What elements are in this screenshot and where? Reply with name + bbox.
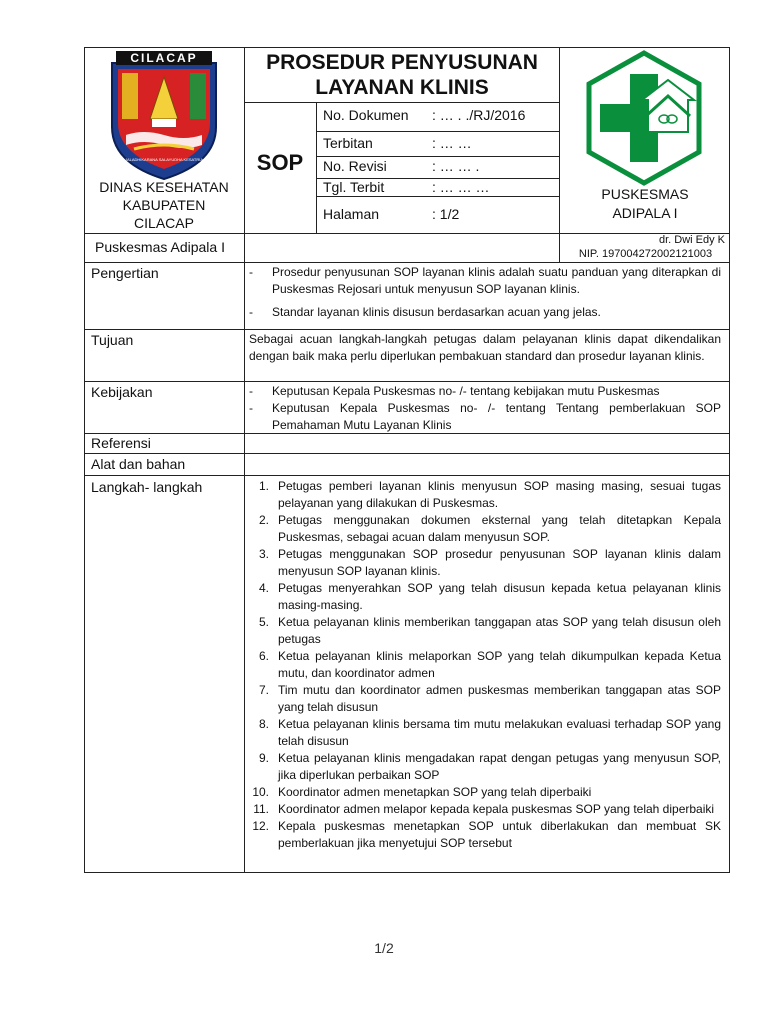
step-item: 11. Koordinator admen melapor kepada kepala puskesmas SOP yang telah diperbaiki <box>249 801 721 818</box>
kebijakan-label: Kebijakan <box>91 384 153 400</box>
kebijakan-bullet-2 <box>249 400 721 434</box>
pengertian-bullet-1 <box>249 264 721 298</box>
bullet-dash: - <box>249 265 253 279</box>
meta-label-tgl-terbit: Tgl. Terbit <box>323 179 385 195</box>
document-title <box>245 50 559 100</box>
sop-label: SOP <box>256 150 304 175</box>
cilacap-coat-of-arms-logo <box>108 49 220 181</box>
pengertian-text-1: Prosedur penyusunan SOP layanan klinis adalah suatu panduan yang diterapkan di Puskesmas Rejosari untuk menyusun SOP layanan klinis. <box>272 265 721 296</box>
signatory-name: dr. Dwi Edy K <box>658 234 725 246</box>
step-text-9: Ketua pelayanan klinis mengadakan rapat dengan petugas yang menyusun SOP, jika diperlukan perbaikan SOP <box>278 751 721 782</box>
puskesmas-name <box>560 185 730 223</box>
pengertian-text-2: Standar layanan klinis disusun berdasarkan acuan yang jelas. <box>272 305 601 319</box>
langkah-label: Langkah- langkah <box>91 479 203 495</box>
step-item: 4. Petugas menyerahkan SOP yang telah disusun kepada ketua pelayanan klinis masing-masing. <box>258 581 721 612</box>
step-text-7: Tim mutu dan koordinator admen puskesmas memberikan tanggapan atas SOP yang telah disusun <box>278 683 721 714</box>
step-text-12: Kepala puskesmas menetapkan SOP untuk diberlakukan dan membuat SK pemberlakuan jika menyetujui SOP tersebut <box>278 819 721 850</box>
step-item: 3. Petugas menggunakan SOP prosedur penyusunan SOP layanan klinis dalam menyusun SOP layanan klinis. <box>258 547 721 578</box>
step-item: 6. Ketua pelayanan klinis melaporkan SOP yang telah dikumpulkan kepada Ketua mutu, dan koordinator admen <box>258 649 721 680</box>
meta-value-tgl-terbit: : … … … <box>432 179 490 195</box>
pengertian-label: Pengertian <box>91 265 159 281</box>
divider-meta-4 <box>316 196 560 197</box>
divider-tujuan <box>84 381 730 382</box>
agency-line-3: CILACAP <box>134 215 194 231</box>
title-line-2: LAYANAN KLINIS <box>315 76 489 99</box>
puskesmas-line-1: PUSKESMAS <box>601 186 689 202</box>
step-text-5: Ketua pelayanan klinis memberikan tanggapan atas SOP yang telah disusun oleh petugas <box>278 615 721 646</box>
meta-label-no-dokumen: No. Dokumen <box>323 107 409 123</box>
meta-value-no-dokumen: : … . ./RJ/2016 <box>432 107 526 123</box>
puskesmas-logo <box>584 50 704 186</box>
step-item: 9. Ketua pelayanan klinis mengadakan rapat dengan petugas yang menyusun SOP, jika diperlukan perbaikan SOP <box>258 751 721 782</box>
bullet-dash: - <box>249 305 253 319</box>
step-text-2: Petugas menggunakan dokumen eksternal yang telah ditetapkan Kepala Puskesmas, sebagai acuan dalam menyusun SOP. <box>278 513 721 544</box>
table-border-right <box>729 47 730 873</box>
kebijakan-bullet-1 <box>249 383 721 400</box>
step-text-4: Petugas menyerahkan SOP yang telah disusun kepada ketua pelayanan klinis masing-masing. <box>278 581 721 612</box>
meta-label-halaman: Halaman <box>323 206 380 222</box>
unit-name: Puskesmas Adipala I <box>95 239 225 255</box>
page-number: 1/2 <box>374 940 394 956</box>
step-item: 10. Koordinator admen menetapkan SOP yang telah diperbaiki <box>249 784 721 801</box>
signatory-nip: NIP. 197004272002121003 <box>578 248 713 260</box>
step-text-11: Koordinator admen melapor kepada kepala puskesmas SOP yang telah diperbaiki <box>278 802 715 816</box>
step-item: 12. Kepala puskesmas menetapkan SOP untuk diberlakukan dan membuat SK pemberlakuan jika menyetujui SOP tersebut <box>252 819 721 850</box>
divider-sop <box>316 102 317 233</box>
meta-value-terbitan: : … … <box>432 135 472 151</box>
meta-label-terbitan: Terbitan <box>323 135 373 151</box>
step-item: 1. Petugas pemberi layanan klinis menyusun SOP masing masing, sesuai tugas pelayanan yang dilakukan di Puskesmas. <box>258 479 721 510</box>
table-border-left <box>84 47 85 873</box>
divider-alat <box>84 475 730 476</box>
langkah-steps-list <box>249 478 721 852</box>
divider-pengertian <box>84 329 730 330</box>
logo-motto-text: JALADHIKARANA SALAYUDHA KESATRIA <box>124 157 204 162</box>
table-border-bottom <box>84 872 730 873</box>
bullet-dash: - <box>249 384 253 398</box>
step-text-10: Koordinator admen menetapkan SOP yang telah diperbaiki <box>278 785 592 799</box>
step-item: 7. Tim mutu dan koordinator admen puskesmas memberikan tanggapan atas SOP yang telah disusun <box>258 683 721 714</box>
agency-line-1: DINAS KESEHATAN <box>99 179 229 195</box>
agency-name <box>84 178 244 232</box>
logo-title-text: CILACAP <box>130 51 198 65</box>
divider-signature-bottom <box>84 262 730 263</box>
step-item: 2. Petugas menggunakan dokumen eksternal yang telah ditetapkan Kepala Puskesmas, sebagai acuan dalam menyusun SOP. <box>258 513 721 544</box>
tujuan-label: Tujuan <box>91 332 134 348</box>
alat-label: Alat dan bahan <box>91 456 186 472</box>
puskesmas-line-2: ADIPALA I <box>612 205 678 221</box>
step-item: 5. Ketua pelayanan klinis memberikan tanggapan atas SOP yang telah disusun oleh petugas <box>258 615 721 646</box>
meta-value-halaman: : 1/2 <box>432 206 460 222</box>
divider-meta-2 <box>316 156 560 157</box>
divider-referensi <box>84 453 730 454</box>
pengertian-bullet-2 <box>249 304 721 321</box>
step-text-6: Ketua pelayanan klinis melaporkan SOP yang telah dikumpulkan kepada Ketua mutu, dan koordinator admen <box>278 649 721 680</box>
meta-value-no-revisi: : … … . <box>432 158 480 174</box>
meta-label-no-revisi: No. Revisi <box>323 158 387 174</box>
divider-logo-right <box>559 47 560 262</box>
divider-meta-1 <box>316 131 560 132</box>
kebijakan-text-2: Keputusan Kepala Puskesmas no- /- tentang Tentang pemberlakuan SOP Pemahaman Mutu Layanan Klinis <box>272 401 721 432</box>
tujuan-text: Sebagai acuan langkah-langkah petugas dalam pelayanan klinis dapat dikendalikan dengan baik maka perlu diperlukan pembakuan standard dan prosedur layanan klinis. <box>249 332 721 363</box>
table-border-top <box>84 47 730 48</box>
kebijakan-text-1: Keputusan Kepala Puskesmas no- /- tentang kebijakan mutu Puskesmas <box>272 384 660 398</box>
agency-line-2: KABUPATEN <box>122 197 206 213</box>
title-line-1: PROSEDUR PENYUSUNAN <box>266 51 538 74</box>
step-item: 8. Ketua pelayanan klinis bersama tim mutu melakukan evaluasi terhadap SOP yang telah disusun <box>258 717 721 748</box>
step-text-8: Ketua pelayanan klinis bersama tim mutu melakukan evaluasi terhadap SOP yang telah disusun <box>278 717 721 748</box>
bullet-dash: - <box>249 401 253 415</box>
divider-title <box>244 102 560 103</box>
step-text-3: Petugas menggunakan SOP prosedur penyusunan SOP layanan klinis dalam menyusun SOP layanan klinis. <box>278 547 721 578</box>
referensi-label: Referensi <box>91 435 151 451</box>
step-text-1: Petugas pemberi layanan klinis menyusun SOP masing masing, sesuai tugas pelayanan yang dilakukan di Puskesmas. <box>278 479 721 510</box>
